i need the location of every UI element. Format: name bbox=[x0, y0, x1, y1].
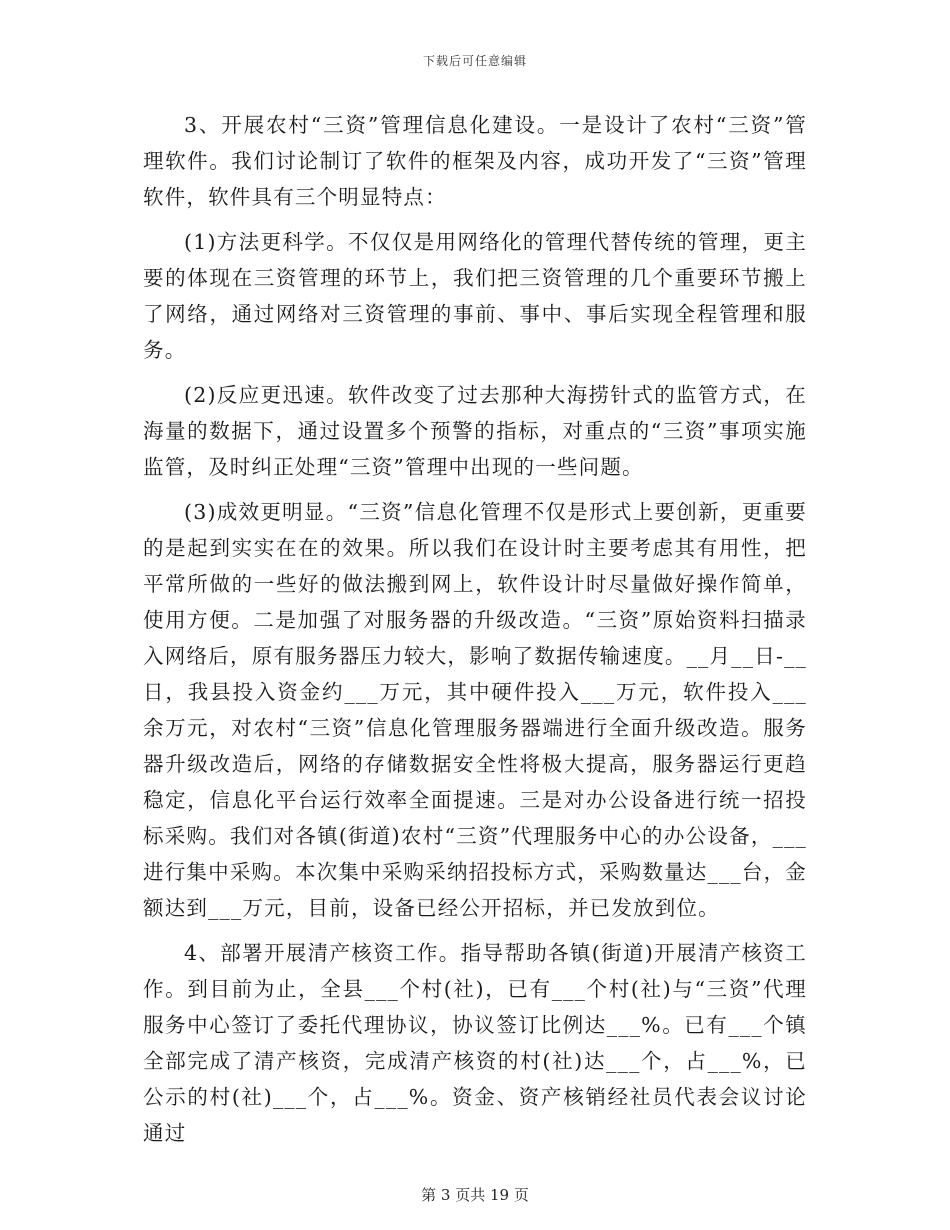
paragraph-section-4: 4、部署开展清产核资工作。指导帮助各镇(街道)开展清产核资工作。到目前为止，全县___个村(社)，已有___个村(社)与“三资”代理服务中心签订了委托代理协议，协议签订比例达___%。已有___个镇全部完成了清产核资，完成清产核资的村(社)达___个，占___%，已公示的村(社)___个，占___%。资金、资产核销经社员代表会议讨论通过 bbox=[143, 941, 807, 1145]
paragraph-feature-3: (3)成效更明显。“三资”信息化管理不仅是形式上要创新，更重要的是起到实实在在的效果。所以我们在设计时主要考虑其有用性，把平常所做的一些好的做法搬到网上，软件设计时尽量做好操作简单，使用方便。二是加强了对服务器的升级改造。“三资”原始资料扫描录入网络后，原有服务器压力较大，影响了数据传输速度。__月__日-__日，我县投入资金约___万元，其中硬件投入___万元，软件投入___余万元，对农村“三资”信息化管理服务器端进行全面升级改造。服务器升级改造后，网络的存储数据安全性将极大提高，服务器运行更趋稳定，信息化平台运行效率全面提速。三是对办公设备进行统一招投标采购。我们对各镇(街道)农村“三资”代理服务中心的办公设备，___进行集中采购。本次集中采购采纳招投标方式，采购数量达___台，金额达到___万元，目前，设备已经公开招标，并已发放到位。 bbox=[143, 500, 807, 920]
page-header-note: 下载后可任意编辑 bbox=[422, 54, 527, 68]
paragraph-feature-1: (1)方法更科学。不仅仅是用网络化的管理代替传统的管理，更主要的体现在三资管理的环节上，我们把三资管理的几个重要环节搬上了网络，通过网络对三资管理的事前、事中、事后实现全程管理和服务。 bbox=[143, 230, 807, 362]
page-number-footer: 第 3 页共 19 页 bbox=[421, 1186, 529, 1204]
paragraph-feature-2: (2)反应更迅速。软件改变了过去那种大海捞针式的监管方式，在海量的数据下，通过设置多个预警的指标，对重点的“三资”事项实施监管，及时纠正处理“三资”管理中出现的一些问题。 bbox=[143, 383, 807, 479]
paragraph-section-3: 3、开展农村“三资”管理信息化建设。一是设计了农村“三资”管理软件。我们讨论制订了软件的框架及内容，成功开发了“三资”管理软件，软件具有三个明显特点： bbox=[143, 113, 807, 209]
document-body bbox=[143, 107, 807, 1151]
